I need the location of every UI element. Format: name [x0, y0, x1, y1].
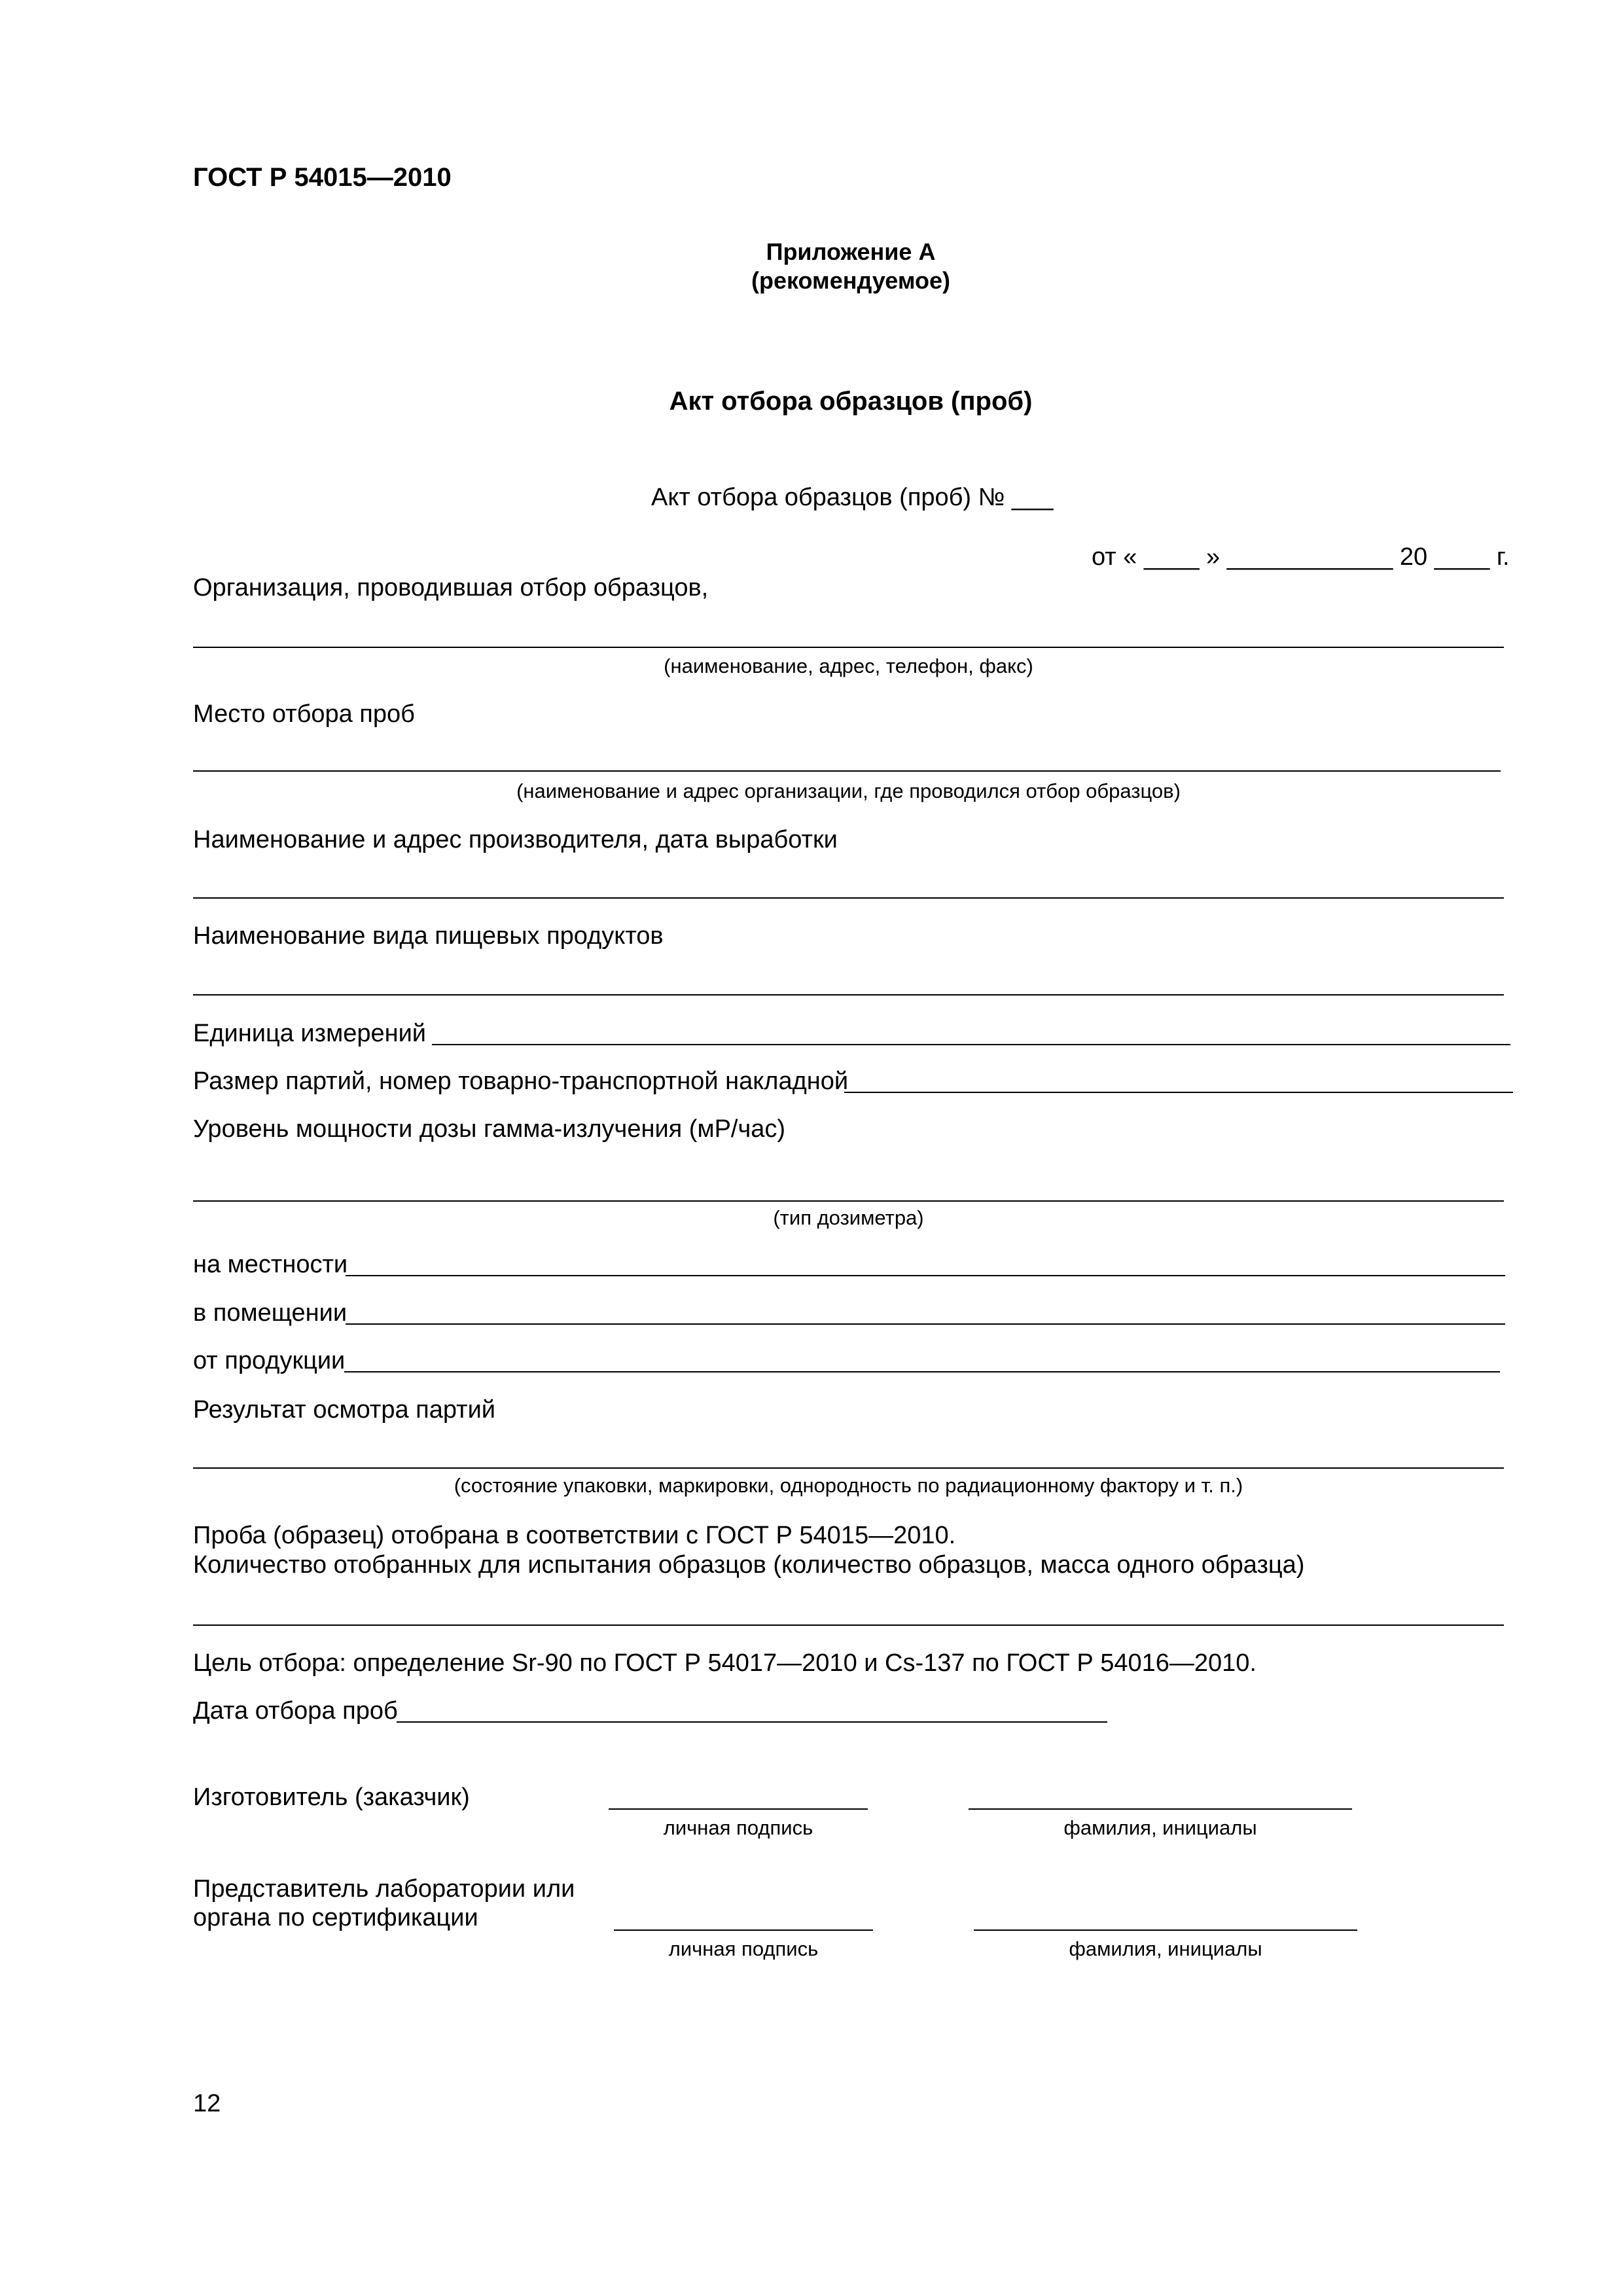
manufacturer-name-caption: фамилия, инициалы	[1063, 1816, 1257, 1839]
manufacturer-field[interactable]	[193, 897, 1504, 899]
organization-caption: (наименование, адрес, телефон, факс)	[664, 655, 1033, 677]
from-product-field[interactable]	[344, 1371, 1500, 1372]
gamma-dose-label: Уровень мощности дозы гамма-излучения (мР/час)	[193, 1115, 786, 1143]
appendix-title: Приложение А	[766, 238, 936, 265]
sampling-place-field[interactable]	[193, 770, 1501, 772]
unit-field[interactable]	[432, 1044, 1510, 1045]
inspection-label: Результат осмотра партий	[193, 1396, 496, 1424]
organization-label: Организация, проводившая отбор образцов,	[193, 574, 709, 601]
sample-taken-text: Проба (образец) отобрана в соответствии с ГОСТ Р 54015—2010.	[193, 1522, 956, 1549]
quantity-label: Количество отобранных для испытания образцов (количество образцов, масса одного образца)	[193, 1551, 1305, 1579]
sampling-place-label: Место отбора проб	[193, 700, 415, 728]
purpose-text: Цель отбора: определение Sr-90 по ГОСТ Р 54017—2010 и Cs-137 по ГОСТ Р 54016—2010.	[193, 1649, 1257, 1677]
batch-size-field[interactable]	[844, 1092, 1513, 1093]
food-type-label: Наименование вида пищевых продуктов	[193, 922, 664, 950]
act-title: Акт отбора образцов (проб)	[669, 387, 1033, 416]
unit-label: Единица измерений	[193, 1020, 427, 1047]
lab-representative-label-line2: органа по сертификации	[193, 1904, 478, 1931]
lab-signature-caption: личная подпись	[668, 1937, 819, 1960]
quantity-field[interactable]	[193, 1624, 1504, 1626]
appendix-status: (рекомендуемое)	[751, 267, 950, 294]
manufacturer-signature-caption: личная подпись	[663, 1816, 813, 1839]
inspection-caption: (состояние упаковки, маркировки, однородность по радиационному фактору и т. п.)	[454, 1474, 1243, 1497]
food-type-field[interactable]	[193, 994, 1504, 996]
lab-representative-label-line1: Представитель лаборатории или	[193, 1875, 575, 1903]
page-number: 12	[193, 2090, 221, 2117]
act-date-line: от « ____ » ____________ 20 ____ г.	[1092, 543, 1510, 571]
lab-name-caption: фамилия, инициалы	[1069, 1937, 1262, 1960]
standard-designation: ГОСТ Р 54015—2010	[193, 163, 452, 192]
lab-signature-field[interactable]	[614, 1929, 873, 1931]
act-number-line: Акт отбора образцов (проб) № ___	[651, 484, 1054, 511]
sampling-date-field[interactable]	[397, 1721, 1107, 1723]
manufacturer-name-field[interactable]	[969, 1808, 1352, 1810]
manufacturer-label: Наименование и адрес производителя, дата выработки	[193, 826, 838, 853]
inspection-field[interactable]	[193, 1467, 1504, 1469]
manufacturer-signature-label: Изготовитель (заказчик)	[193, 1784, 470, 1811]
sampling-date-label: Дата отбора проб	[193, 1697, 398, 1725]
organization-field[interactable]	[193, 647, 1504, 648]
batch-size-label: Размер партий, номер товарно-транспортной накладной	[193, 1067, 849, 1095]
dosimeter-field[interactable]	[193, 1200, 1504, 1202]
on-site-label: на местности	[193, 1251, 348, 1278]
dosimeter-caption: (тип дозиметра)	[773, 1206, 924, 1229]
sampling-place-caption: (наименование и адрес организации, где проводился отбор образцов)	[516, 780, 1181, 802]
indoor-field[interactable]	[346, 1323, 1505, 1325]
indoor-label: в помещении	[193, 1299, 348, 1327]
on-site-field[interactable]	[346, 1275, 1505, 1276]
from-product-label: от продукции	[193, 1347, 346, 1374]
lab-name-field[interactable]	[974, 1929, 1357, 1931]
manufacturer-signature-field[interactable]	[609, 1808, 868, 1810]
